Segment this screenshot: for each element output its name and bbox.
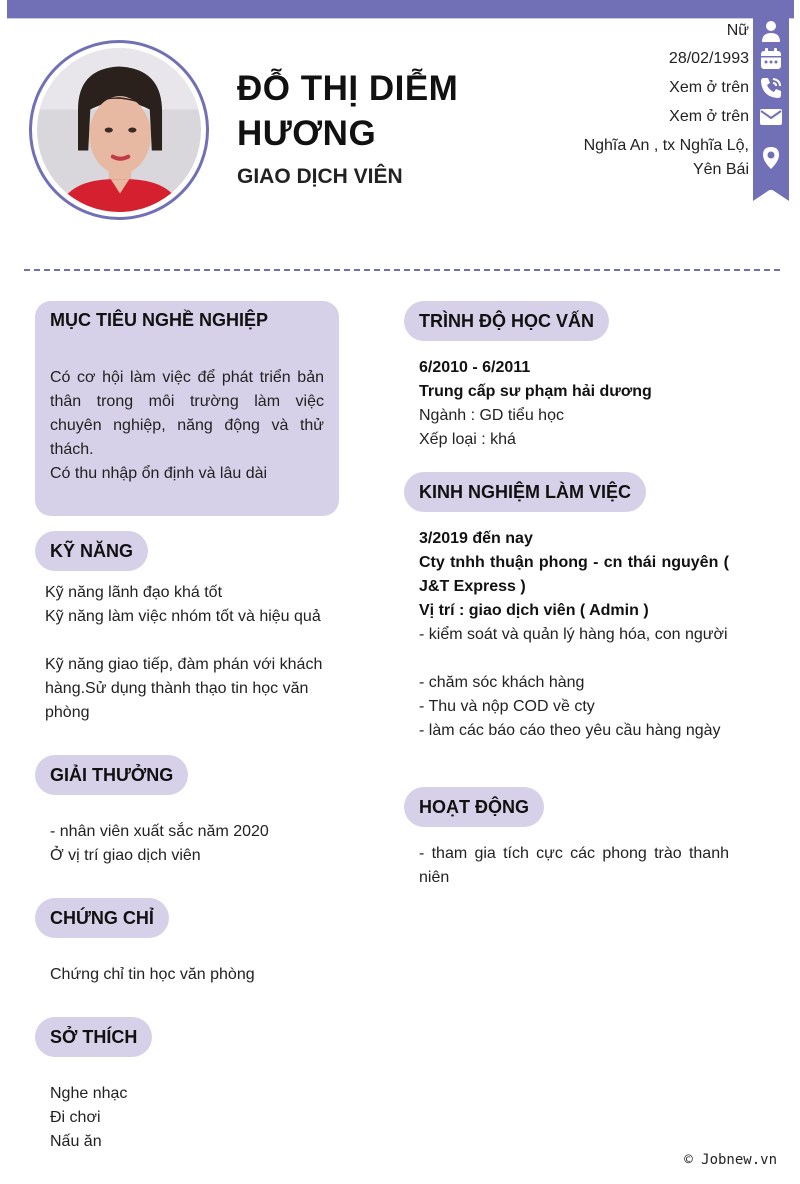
awards-item-2: Ở vị trí giao dịch viên [50,847,201,864]
career-goal-text-1: Có cơ hội làm việc để phát triển bản thân trong môi trường làm việc chuyên nghiệp, năng động và thử thách. [50,369,324,458]
skills-item-1: Kỹ năng lãnh đạo khá tốt [45,584,223,601]
skills-item-3: Kỹ năng giao tiếp, đàm phán với khách hàng.Sử dụng thành thạo tin học văn phòng [45,656,323,721]
portrait-illustration [37,48,201,212]
skills-heading: KỸ NĂNG [35,531,148,571]
activities-item-1: - tham gia tích cực các phong trào thanh niên [419,845,729,886]
experience-task-1: - kiểm soát và quản lý hàng hóa, con người [419,626,728,643]
candidate-name: ĐỖ THỊ DIỄM HƯƠNG [237,69,459,153]
skills-item-2: Kỹ năng làm việc nhóm tốt và hiệu quả [45,608,321,625]
experience-task-4: - làm các báo cáo theo yêu cầu hàng ngày [419,722,721,739]
phone-icon [759,76,783,100]
top-accent-line [7,18,794,19]
contact-phone: Xem ở trên [669,79,749,96]
footer-credit: © Jobnew.vn [684,1152,777,1168]
experience-period: 3/2019 đến nay [419,530,533,547]
experience-task-3: - Thu và nộp COD về cty [419,698,595,715]
awards-item-1: - nhân viên xuất sắc năm 2020 [50,823,269,840]
experience-company: Cty tnhh thuận phong - cn thái nguyên ( J&T Express ) [419,554,729,595]
education-school: Trung cấp sư phạm hải dương [419,383,652,400]
education-grade: Xếp loại : khá [419,431,516,448]
education-major: Ngành : GD tiểu học [419,407,564,424]
hobbies-item-2: Đi chơi [50,1109,101,1126]
contact-strip-tail [753,189,789,201]
header-divider [24,269,780,271]
experience-position: Vị trí : giao dịch viên ( Admin ) [419,602,649,619]
certificates-item-1: Chứng chỉ tin học văn phòng [50,966,255,983]
hobbies-item-1: Nghe nhạc [50,1085,128,1102]
certificates-heading: CHỨNG CHỈ [35,898,169,938]
calendar-icon [759,47,783,71]
contact-address: Nghĩa An , tx Nghĩa Lộ, Yên Bái [583,137,749,178]
career-goal-text-2: Có thu nhập ổn định và lâu dài [50,465,268,482]
top-accent-bar [7,0,794,18]
mail-icon [759,105,783,129]
hobbies-heading: SỞ THÍCH [35,1017,152,1057]
awards-heading: GIẢI THƯỞNG [35,755,188,795]
career-goal-heading: MỤC TIÊU NGHỀ NGHIỆP [50,310,269,330]
education-heading: TRÌNH ĐỘ HỌC VẤN [404,301,609,341]
education-period: 6/2010 - 6/2011 [419,359,531,376]
contact-email: Xem ở trên [669,108,749,125]
contact-gender: Nữ [726,22,749,39]
candidate-role: GIAO DỊCH VIÊN [237,165,403,188]
contact-birthday: 28/02/1993 [668,50,749,67]
avatar-photo [37,48,201,212]
activities-heading: HOẠT ĐỘNG [404,787,544,827]
experience-heading: KINH NGHIỆM LÀM VIỆC [404,472,646,512]
avatar [29,40,209,220]
hobbies-item-3: Nấu ăn [50,1133,102,1150]
experience-task-2: - chăm sóc khách hàng [419,674,585,691]
location-pin-icon [759,146,783,170]
person-icon [759,19,783,43]
